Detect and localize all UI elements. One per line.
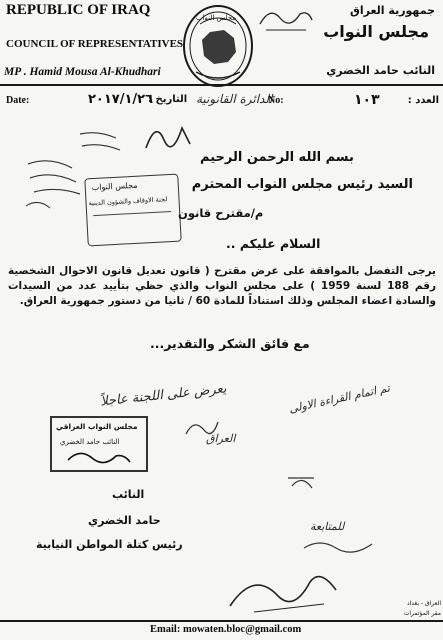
closing-line: مع فائق الشكر والتقدير...: [150, 336, 310, 351]
signature-name: حامد الخضري: [88, 514, 161, 527]
annotation-iraq: العراق: [206, 432, 236, 445]
footer-rule: [0, 620, 443, 622]
subject-line: م/مقترح قانون: [178, 206, 264, 220]
annotation-date-scribble-icon: [284, 464, 324, 494]
date-value: ٢٠١٧/١/٢٦: [88, 92, 154, 107]
handwritten-dept-note: الدائرة القانونية: [196, 92, 273, 106]
annotation-followup: للمتابعة: [310, 520, 345, 533]
followup-scribble-icon: [300, 530, 380, 560]
basmala: بسم الله الرحمن الرحيم: [200, 150, 354, 165]
signature-role: رئيس كتلة المواطن النيابية: [36, 538, 183, 551]
stamp-office-line1: مجلس النواب العراقي: [56, 422, 138, 431]
annotation-referral: يعرض على اللجنة عاجلاً: [99, 381, 228, 410]
logo-text: مجلس النواب: [196, 14, 237, 22]
large-signature-icon: [224, 560, 344, 620]
handwritten-scribble-icon: [256, 0, 316, 34]
annotation-first-reading: تم اتمام القراءة الاولى: [287, 381, 391, 416]
parliament-logo: [180, 2, 256, 90]
stamp-office-line2: النائب حامد الخضري: [60, 438, 120, 446]
date-label-en: Date:: [6, 95, 30, 106]
date-label-ar: التاريخ :: [148, 94, 188, 105]
addressee: السيد رئيس مجلس النواب المحترم: [191, 177, 413, 192]
footer-address-1: العراق - بغداد: [406, 600, 441, 607]
header-country-ar: جمهورية العراق: [350, 4, 435, 17]
annotation-scribble-icon: [182, 414, 222, 442]
stamp-line1: مجلس النواب: [91, 180, 138, 193]
signature-title: النائب: [112, 488, 145, 501]
no-label-ar: العدد :: [407, 95, 439, 106]
greeting: السلام عليكم ..: [226, 236, 321, 251]
committee-stamp: [84, 174, 181, 247]
footer-email: Email: mowaten.bloc@gmail.com: [150, 624, 302, 635]
header-mp-en: MP . Hamid Mousa Al-Khudhari: [4, 66, 161, 78]
header-rule: [0, 84, 443, 86]
header-council-ar: مجلس النواب: [323, 22, 429, 41]
header-country-en: REPUBLIC OF IRAQ: [6, 2, 151, 18]
footer-address-2: مقر المؤتمرات: [403, 610, 441, 617]
header-council-en: COUNCIL OF REPRESENTATIVES: [6, 38, 184, 50]
stamp-divider: [93, 211, 171, 216]
stamp-signature-icon: [66, 446, 132, 466]
header-mp-ar: النائب حامد الخضري: [326, 64, 435, 77]
signature-initial-icon: [140, 118, 200, 158]
request-paragraph: يرجى التفضل بالموافقة على عرض مقترح ( قانون تعديل قانون الاحوال الشخصية رقم 188 لسنة 1959 ) على مجلس النواب والذي حظي بتأييد عدد من السيدات والسادة اعضاء المجلس وذلك استناداً للمادة 60 / ثانيا من دستور جمهورية العراق.: [8, 265, 437, 307]
stamp-line2: لجنة الاوقاف والشؤون الدينية: [88, 195, 168, 208]
mp-office-stamp: [50, 416, 148, 472]
no-label-en: No:: [268, 95, 284, 106]
no-value: ١٠٣: [354, 92, 380, 108]
